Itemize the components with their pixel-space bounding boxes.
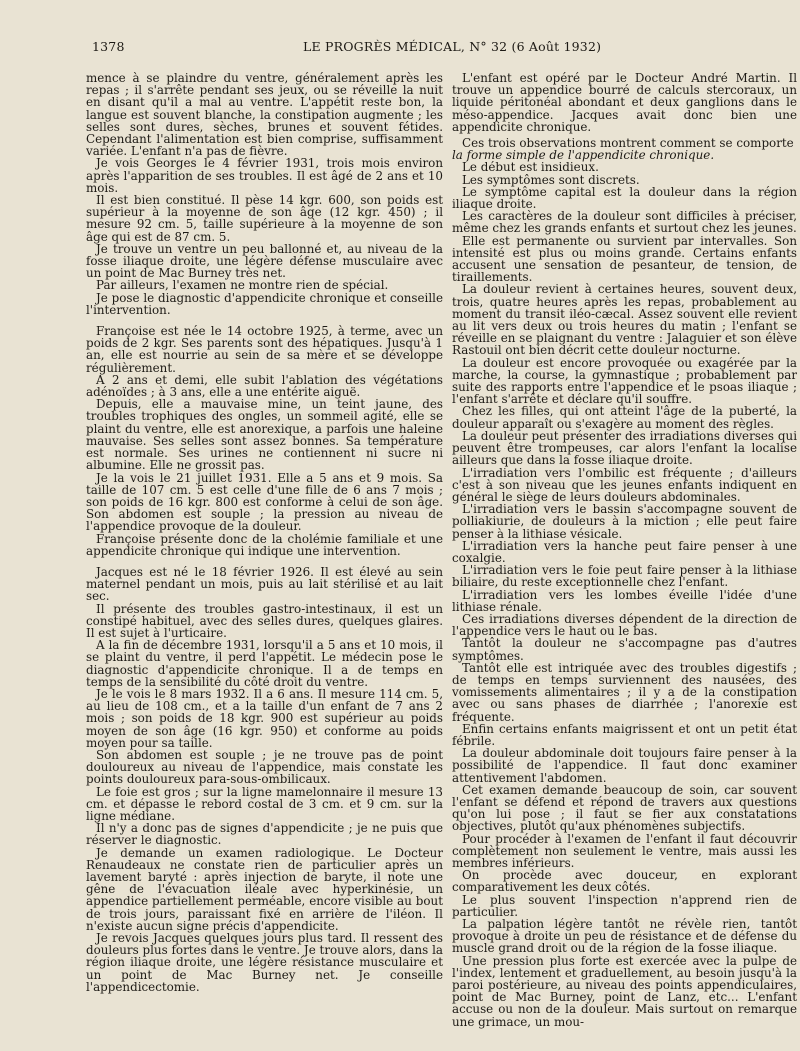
paragraph: Il est bien constitué. Il pèse 14 kgr. 600, son poids est supérieur à la moyenne de son âge (12 kgr. 450) ; il mesure 92 cm. 5, taille supérieure à la moyenne de son âge qui est de 87 cm. 5. xyxy=(86,193,443,244)
paragraph: Son abdomen est souple ; je ne trouve pas de point douloureux au niveau de l'appendice, mais constate les points douloureux para-sous-ombilicaux. xyxy=(86,747,443,787)
paragraph: Tantôt elle est intriquée avec des troubles digestifs ; de temps en temps surviennent des nausées, des vomissements alimentaires ; il y a de la constipation avec ou sans phases de diarrhée ; l'anorexie est fréquente. xyxy=(452,660,797,724)
paragraph: L'irradiation vers la hanche peut faire penser à une coxalgie. xyxy=(452,538,797,565)
right-column xyxy=(452,72,797,1044)
paragraph: Les symptômes sont discrets. xyxy=(462,172,640,187)
paragraph: Je demande un examen radiologique. Le Docteur Renaudeaux ne constate rien de particulier après un lavement baryté : après injection de baryte, il note une gêne de l'évacuation iléale avec hyperkinésie, un appendice partiellement perméable, encore visible au bout de trois jours, paraissant fixé en arrière de l'iléon. Il n'existe aucun signe précis d'appendicite. xyxy=(86,845,443,933)
paragraph: L'irradiation vers le bassin s'accompagne souvent de polliakiurie, de douleurs à la miction ; elle peut faire penser à la lithiase vésicale. xyxy=(452,502,797,541)
paragraph: Elle est permanente ou survient par intervalles. Son intensité est plus ou moins grande. Certains enfants accusent une sensation de pesanteur, de tension, de tiraillements. xyxy=(452,233,797,285)
paragraph: Cet examen demande beaucoup de soin, car souvent l'enfant se défend et répond de travers aux questions qu'on lui pose ; il faut se fier aux constatations objectives, plutôt qu'aux phénomènes subjectifs. xyxy=(452,782,797,834)
paragraph: Le symptôme capital est la douleur dans la région iliaque droite. xyxy=(452,184,797,212)
paragraph: La douleur peut présenter des irradiations diverses qui peuvent être trompeuses, car alors l'enfant la localise ailleurs que dans la fosse iliaque droite. xyxy=(452,428,797,468)
paragraph: mence à se plaindre du ventre, généralement après les repas ; il s'arrête pendant ses jeux, ou se réveille la nuit en disant qu'il a mal au ventre. L'appétit reste bon, la langue est souvent blanche, la constipation augmente ; les selles sont dures, sèches, brunes et souvent fétides. Cependant l'alimentation est bien comprise, suffisamment variée. L'enfant n'a pas de fièvre. xyxy=(86,72,443,159)
left-column xyxy=(86,72,443,1044)
paragraph: La douleur revient à certaines heures, souvent deux, trois, quatre heures après les repas, probablement au moment du transit iléo-cæcal. Assez souvent elle revient au lit vers deux ou trois heures du matin ; l'enfant se réveille en se plaignant du ventre : Jalaguier et son élève Rastouil ont bien décrit cette douleur nocturne. xyxy=(452,282,797,358)
paragraph: Je revois Jacques quelques jours plus tard. Il ressent des douleurs plus fortes dans le ventre. Je trouve alors, dans la région iliaque droite, une légère résistance musculaire et un point de Mac Burney net. Je conseille l'appendicectomie. xyxy=(86,931,443,994)
paragraph: Il n'y a donc pas de signes d'appendicite ; je ne puis que réserver le diagnostic. xyxy=(86,821,443,848)
paragraph: Je pose le diagnostic d'appendicite chronique et conseille l'intervention. xyxy=(86,290,443,317)
paragraph: Le début est insidieux. xyxy=(462,160,599,175)
paragraph: Par ailleurs, l'examen ne montre rien de spécial. xyxy=(96,278,389,293)
paragraph: La douleur abdominale doit toujours faire penser à la possibilité de l'appendice. Il faut donc examiner attentivement l'abdomen. xyxy=(452,746,797,785)
paragraph: Je la vois le 21 juillet 1931. Elle a 5 ans et 9 mois. Sa taille de 107 cm. 5 est celle d'une fille de 6 ans 7 mois ; son poids de 16 kgr. 800 est conforme à celui de son âge. Son abdomen est souple ; la pression au niveau de l'appendice provoque de la douleur. xyxy=(86,470,443,534)
paragraph: Françoise est née le 14 octobre 1925, à terme, avec un poids de 2 kgr. Ses parents sont des hépatiques. Jusqu'à 1 an, elle est nourrie au sein de sa mère et se développe régulièrement. xyxy=(86,324,443,375)
paragraph: L'irradiation vers le foie peut faire penser à la lithiase biliaire, du reste exceptionnelle chez l'enfant. xyxy=(452,563,797,590)
paragraph: la forme simple de l'appendicite chronique. xyxy=(452,148,715,163)
paragraph: Ces irradiations diverses dépendent de la direction de l'appendice vers le haut ou le bas. xyxy=(452,611,797,639)
paragraph: Je le vois le 8 mars 1932. Il a 6 ans. Il mesure 114 cm. 5, au lieu de 108 cm., et a la taille d'un enfant de 7 ans 2 mois ; son poids de 18 kgr. 900 est supérieur au poids moyen de son âge (16 kgr. 950) et conforme au poids moyen pour sa taille. xyxy=(86,686,443,750)
paragraph: L'irradiation vers les lombes éveille l'idée d'une lithiase rénale. xyxy=(452,587,797,614)
paragraph: Ces trois observations montrent comment se comporte xyxy=(462,136,794,151)
paragraph: Je vois Georges le 4 février 1931, trois mois environ après l'apparition de ses troubles. Il est âgé de 2 ans et 10 mois. xyxy=(86,156,443,195)
paragraph: Il présente des troubles gastro-intestinaux, il est un constipé habituel, avec des selles dures, quelques glaires. Il est sujet à l'urticaire. xyxy=(86,601,443,640)
paragraph: Une pression plus forte est exercée avec la pulpe de l'index, lentement et graduellement, au besoin jusqu'à la paroi postérieure, au niveau des points appendiculaires, point de Mac Burney, point de Lanz, etc... L'enfant accuse ou non de la douleur. Mais surtout on remarque une grimace, un mou- xyxy=(452,953,797,1029)
paragraph: La douleur est encore provoquée ou exagérée par la marche, la course, la gymnastique ; probablement par suite des rapports entre l'appendice et le psoas iliaque ; l'enfant s'arrête et déclare qu'il souffre. xyxy=(452,355,797,407)
paragraph: Pour procéder à l'examen de l'enfant il faut découvrir complètement non seulement le ventre, mais aussi les membres inférieurs. xyxy=(452,831,797,870)
paragraph: Jacques est né le 18 février 1926. Il est élevé au sein maternel pendant un mois, puis au lait stérilisé et au lait sec. xyxy=(86,564,443,604)
paragraph: A 2 ans et demi, elle subit l'ablation des végétations adénoïdes ; à 3 ans, elle a une entérite aiguë. xyxy=(86,372,443,400)
paragraph: L'enfant est opéré par le Docteur André Martin. Il trouve un appendice bourré de calculs stercoraux, un liquide péritonéal abondant et deux ganglions dans le méso-appendice. Jacques avait donc bien une appendicite chronique. xyxy=(452,72,797,134)
paragraph: Tantôt la douleur ne s'accompagne pas d'autres symptômes. xyxy=(452,636,797,663)
paragraph: Le plus souvent l'inspection n'apprend rien de particulier. xyxy=(452,892,797,919)
running-title: LE PROGRÈS MÉDICAL, N° 32 (6 Août 1932) xyxy=(303,39,602,54)
paragraph: Françoise présente donc de la cholémie familiale et une appendicite chronique qui indique une intervention. xyxy=(86,531,443,558)
paragraph: Chez les filles, qui ont atteint l'âge de la puberté, la douleur apparaît ou s'exagère au moment des règles. xyxy=(452,404,797,431)
paragraph: L'irradiation vers l'ombilic est fréquente ; d'ailleurs c'est à son niveau que les jeunes enfants indiquent en général le siège de leurs douleurs abdominales. xyxy=(452,465,797,504)
paragraph: Les caractères de la douleur sont difficiles à préciser, même chez les grands enfants et surtout chez les jeunes. xyxy=(452,209,797,236)
paragraph: Enfin certains enfants maigrissent et ont un petit état fébrile. xyxy=(452,721,797,748)
paragraph: Je trouve un ventre un peu ballonné et, au niveau de la fosse iliaque droite, une légère défense musculaire avec un point de Mac Burney très net. xyxy=(86,241,443,281)
page-number: 1378 xyxy=(92,39,125,54)
page-header xyxy=(88,39,788,57)
paragraph: La palpation légère tantôt ne révèle rien, tantôt provoque à droite un peu de résistance et de défense du muscle grand droit ou de la région de la fosse iliaque. xyxy=(452,917,797,956)
paragraph: Depuis, elle a mauvaise mine, un teint jaune, des troubles trophiques des ongles, un sommeil agité, elle se plaint du ventre, elle est anorexique, a parfois une haleine mauvaise. Ses selles sont assez bonnes. Sa température est normale. Ses urines ne contiennent ni sucre ni albumine. Elle ne grossit pas. xyxy=(86,397,443,473)
paragraph: On procède avec douceur, en explorant comparativement les deux côtés. xyxy=(452,868,797,895)
paragraph: A la fin de décembre 1931, lorsqu'il a 5 ans et 10 mois, il se plaint du ventre, il perd l'appétit. Le médecin pose le diagnostic d'appendicite chronique. Il a de temps en temps de la sensibilité du côté droit du ventre. xyxy=(86,638,443,689)
paragraph: Le foie est gros ; sur la ligne mamelonnaire il mesure 13 cm. et dépasse le rebord costal de 3 cm. et 9 cm. sur la ligne médiane. xyxy=(86,784,443,823)
